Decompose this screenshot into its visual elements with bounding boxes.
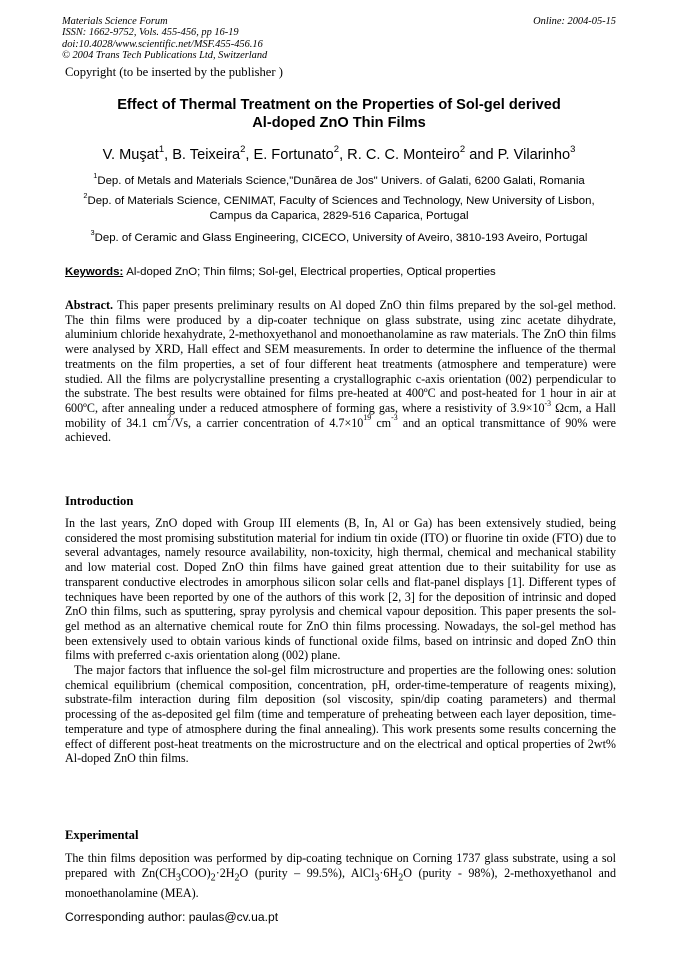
online-date: Online: 2004-05-15: [533, 16, 616, 27]
experimental-paragraph: The thin films deposition was performed by dip-coating technique on Corning 1737 glass substrate, using a sol prepared with $Zn(CH_3COO)_2\cdot 2H_2O$ (purity – 99.5%), $AlCl_3\cdot 6H_2O$ (purity - 98%), 2-methoxyethanol and monoethanolamine (MEA).: [65, 851, 617, 900]
author: V. Muşat$^1$: [102, 143, 165, 163]
publisher-line: © 2004 Trans Tech Publications Ltd, Switzerland: [62, 50, 268, 62]
introduction-body: [65, 516, 616, 766]
journal-header: [62, 16, 616, 62]
title-line-1: Effect of Thermal Treatment on the Properties of Sol-gel derived: [117, 97, 561, 113]
author-list: V. Muşat$^1$, B. Teixeira$^2$, E. Fortunato$^2$, R. C. C. Monteiro$^2$ and P. Vilarinho$^3$: [102, 143, 576, 163]
keywords: [65, 265, 617, 279]
author: E. Fortunato$^2$: [253, 143, 340, 163]
intro-paragraph-2: The major factors that influence the sol-gel film microstructure and properties are the following ones: solution chemical equilibrium (chemical composition, concentration, pH, order-time-temperature of reagents mixing), substrate-film interaction during film deposition (sol viscosity, spin/dip coating parameters) and thermal processing of the as-deposited gel film (time and temperature of preheating between each layer deposition, time-temperature and type of atmosphere during the final annealing). This work presents some results concerning the effect of different post-heat treatments on the microstructure and on the electrical and optical properties of 2wt% Al-doped ZnO thin films.: [65, 663, 616, 766]
author: P. Vilarinho$^3$: [497, 143, 576, 163]
abstract-label: Abstract.: [65, 298, 114, 312]
issn-line: ISSN: 1662-9752, Vols. 455-456, pp 16-19: [62, 27, 239, 39]
experimental-heading: Experimental: [65, 828, 139, 842]
abstract: Abstract. This paper presents preliminary results on Al doped ZnO thin films prepared by the sol-gel method. The thin films were produced by a dip-coater technique on glass substrate, using zinc acetate dihydrate, aluminium chloride hexahydrate, 2-methoxyethanol and monoethanolamine as raw materials. The ZnO thin films were analysed by XRD, Hall effect and SEM measurements. In order to determine the influence of the thermal treatments on the film properties, a set of four different heat treatments (atmosphere and temperature) were studied. All the films are polycrystalline presenting a crystallographic c-axis orientation (002) perpendicular to the substrate. The best results were obtained for films pre-heated at 400ºC and post-heated for 1 hour in air at 600ºC, after annealing under a reduced atmosphere of forming gas, where a resistivity of $3.9\times 10^{-3}$ Ωcm, a Hall mobility of 34.1 $cm^2/Vs$, a carrier concentration of $4.7\times 10^{19}$ $cm^{-3}$ and an optical transmittance of 90% were achieved.: [65, 298, 616, 445]
doi-line: doi:10.4028/www.scientific.net/MSF.455-456.16: [62, 38, 263, 50]
author: R. C. C. Monteiro$^2$: [347, 143, 466, 163]
introduction-heading: Introduction: [65, 494, 134, 508]
affiliation-3: $^3$Dep. of Ceramic and Glass Engineering, CICECO, University of Aveiro, 3810-193 Aveiro, Portugal: [90, 228, 588, 244]
journal-name: Materials Science Forum: [62, 16, 168, 27]
intro-paragraph-1: In the last years, ZnO doped with Group III elements (B, In, Al or Ga) has been extensively studied, being considered the most promising substitution material for indium tin oxide (ITO) or fluorine tin oxide (FTO) due to several advantages, namely resource availability, non-toxicity, high thermal, chemical and mechanical stability and low material cost. Doped ZnO thin films have gained great attention due to their suitability for use as transparent conductive electrodes in amorphous silicon solar cells and flat-panel displays [1]. Different types of techniques have been reported by one of the authors of this work [2, 3] for the deposition of intrinsic and doped ZnO thin films, such as sputtering, spray pyrolysis and chemical vapour deposition. This paper presents the sol-gel method as an alternative chemical route for ZnO thin films processing. Nowadays, the sol-gel method has been extensively used to obtain various kinds of functional oxide films, based on intrinsic and doped ZnO thin films with preferred c-axis orientation along (002) plane.: [65, 516, 616, 663]
affiliation-2: $^2$Dep. of Materials Science, CENIMAT, Faculty of Sciences and Technology, New University of Lisbon, Campus da Caparica, 2829-516 Caparica, Portugal: [83, 191, 595, 222]
copyright-note: Copyright (to be inserted by the publisher ): [65, 65, 283, 79]
keywords-text: Al-doped ZnO; Thin films; Sol-gel, Electrical properties, Optical properties: [126, 266, 496, 278]
title-line-2: Al-doped ZnO Thin Films: [252, 115, 426, 131]
experimental-body: [65, 851, 616, 901]
affiliation-1: $^1$Dep. of Metals and Materials Science,"Dunărea de Jos" Univers. of Galati, 6200 Galati, Romania: [93, 171, 585, 187]
author: B. Teixeira$^2$: [172, 143, 246, 163]
keywords-label: Keywords:: [65, 266, 124, 278]
paper-title: [62, 96, 616, 132]
corresponding-author: Corresponding author: paulas@cv.ua.pt: [65, 910, 279, 924]
